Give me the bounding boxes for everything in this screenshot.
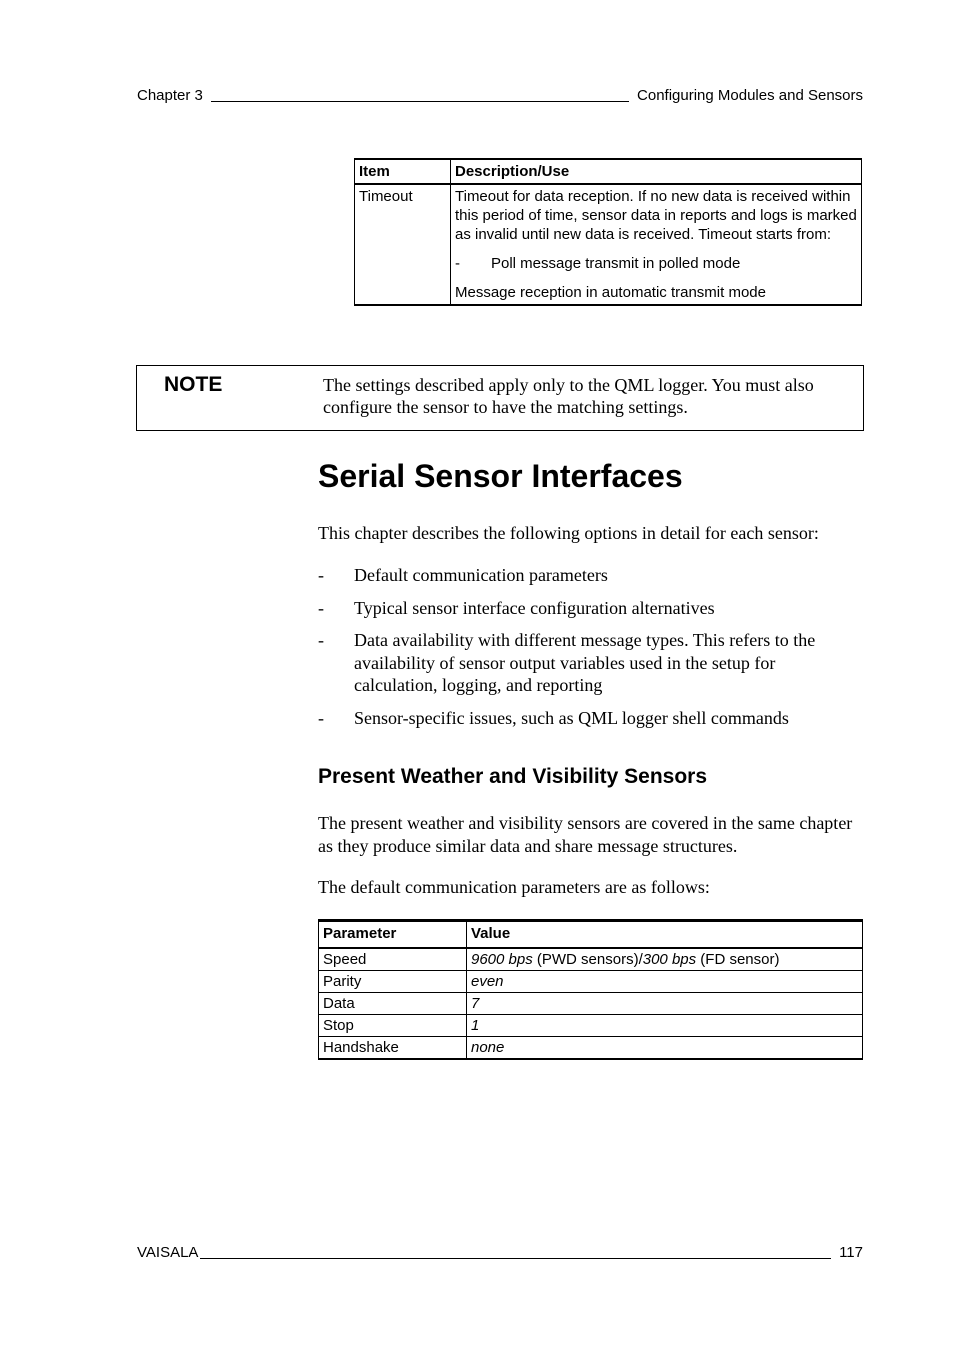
list-dash: - bbox=[318, 565, 324, 585]
list-item bbox=[318, 707, 863, 730]
chapter-label: Chapter 3 bbox=[137, 87, 203, 104]
cell-value: none bbox=[467, 1037, 863, 1060]
list-dash: - bbox=[318, 707, 324, 728]
parameters-table bbox=[318, 919, 863, 1060]
page-footer bbox=[137, 1244, 863, 1261]
cell-description bbox=[451, 184, 862, 305]
cell-item: Timeout bbox=[355, 184, 451, 305]
column-header-item: Item bbox=[355, 159, 451, 184]
timeout-table bbox=[354, 158, 862, 306]
page-header bbox=[137, 87, 863, 104]
cell-parameter: Handshake bbox=[319, 1037, 467, 1060]
section-title: Serial Sensor Interfaces bbox=[318, 458, 683, 494]
table-row bbox=[319, 993, 863, 1015]
table-row bbox=[319, 1037, 863, 1060]
list-item-text: Data availability with different message types. This refers to the availability of sensor output variables used in the setup for calculation, logging, and reporting bbox=[354, 630, 816, 695]
list-item-text: Typical sensor interface configuration alternatives bbox=[354, 597, 715, 618]
speed-value-fd: 300 bps bbox=[642, 951, 697, 968]
table-row bbox=[355, 184, 862, 305]
section-intro: This chapter describes the following options in detail for each sensor: bbox=[318, 523, 819, 543]
subsection-paragraph: The present weather and visibility sensors are covered in the same chapter as they produce similar data and share message structures. bbox=[318, 813, 853, 856]
description-text: Timeout for data reception. If no new data is received within this period of time, sensor data in reports and logs is marked as invalid until new data is received. Timeout starts from: bbox=[455, 188, 857, 243]
header-rule bbox=[211, 101, 629, 102]
list-item-text: Default communication parameters bbox=[354, 565, 608, 585]
table-row bbox=[319, 971, 863, 993]
subsection-title: Present Weather and Visibility Sensors bbox=[318, 765, 708, 788]
speed-value-pwd: 9600 bps bbox=[471, 951, 533, 968]
table-header-row bbox=[319, 921, 863, 949]
parameters-intro: The default communication parameters are as follows: bbox=[318, 877, 710, 897]
list-item bbox=[318, 597, 863, 620]
brand-label: VAISALA bbox=[137, 1244, 199, 1261]
cell-parameter: Data bbox=[319, 993, 467, 1015]
cell-value: 7 bbox=[467, 993, 863, 1015]
cell-value: 1 bbox=[467, 1015, 863, 1037]
speed-text-fd: (FD sensor) bbox=[696, 951, 780, 968]
note-label: NOTE bbox=[164, 373, 223, 396]
cell-parameter: Speed bbox=[319, 948, 467, 971]
cell-parameter: Stop bbox=[319, 1015, 467, 1037]
table-row bbox=[319, 1015, 863, 1037]
speed-text-pwd: (PWD sensors)/ bbox=[532, 951, 643, 968]
cell-value: even bbox=[467, 971, 863, 993]
dash-marker: - bbox=[455, 255, 460, 272]
note-box bbox=[136, 365, 864, 431]
note-text: The settings described apply only to the QML logger. You must also configure the sensor to have the matching settings. bbox=[323, 375, 814, 417]
page-number: 117 bbox=[839, 1244, 863, 1261]
list-item bbox=[318, 629, 863, 697]
cell-value bbox=[467, 948, 863, 971]
footer-rule bbox=[200, 1258, 831, 1259]
table-row bbox=[319, 948, 863, 971]
options-list bbox=[318, 564, 863, 739]
dash-item-text: Poll message transmit in polled mode bbox=[491, 255, 741, 272]
list-item bbox=[318, 564, 863, 587]
list-dash: - bbox=[318, 630, 324, 650]
list-dash: - bbox=[318, 597, 324, 618]
column-header-value: Value bbox=[467, 921, 863, 949]
cell-parameter: Parity bbox=[319, 971, 467, 993]
description-last-line: Message reception in automatic transmit mode bbox=[455, 284, 766, 301]
list-item-text: Sensor-specific issues, such as QML logger shell commands bbox=[354, 707, 789, 728]
table-header-row bbox=[355, 159, 862, 184]
dash-list-item bbox=[455, 254, 857, 273]
chapter-title: Configuring Modules and Sensors bbox=[637, 87, 863, 104]
column-header-description: Description/Use bbox=[451, 159, 862, 184]
column-header-parameter: Parameter bbox=[319, 921, 467, 949]
